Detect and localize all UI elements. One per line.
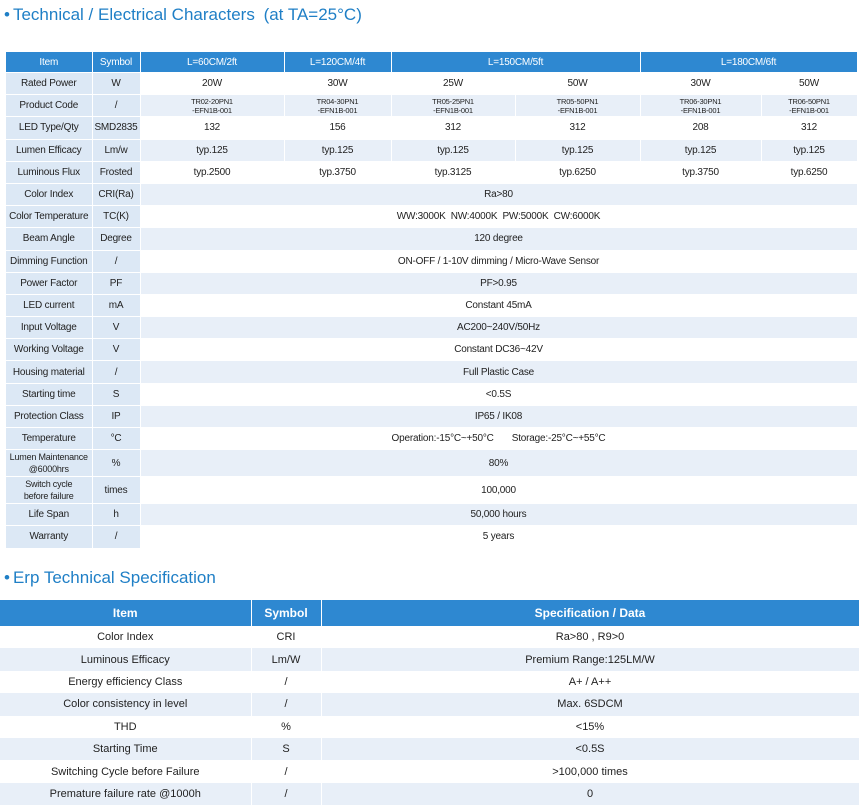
model-value: 312 <box>391 117 515 139</box>
erp-symbol: / <box>251 760 321 782</box>
model-value: typ.125 <box>515 139 640 161</box>
erp-row <box>0 671 859 693</box>
erp-symbol: CRI <box>251 626 321 648</box>
shared-value: AC200~240V/50Hz <box>140 317 857 339</box>
product-code-cell <box>140 95 284 117</box>
header-item: Item <box>6 52 92 73</box>
product-code-line: TR02-20PN1 <box>191 96 233 106</box>
product-code-line: -EFN1B-001 <box>789 105 829 115</box>
row-symbol: / <box>92 361 140 383</box>
tech-row <box>6 206 857 228</box>
model-value: typ.125 <box>284 139 391 161</box>
row-symbol: °C <box>92 428 140 450</box>
tech-row <box>6 405 857 427</box>
erp-symbol: % <box>251 716 321 738</box>
model-value: typ.3750 <box>640 161 761 183</box>
model-value: 30W <box>640 73 761 95</box>
shared-value: PF>0.95 <box>140 272 857 294</box>
row-item-label: LED Type/Qty <box>6 117 92 139</box>
tech-row <box>6 117 857 139</box>
tech-row <box>6 139 857 161</box>
model-value: 50W <box>515 73 640 95</box>
model-value: 30W <box>284 73 391 95</box>
model-value: typ.125 <box>391 139 515 161</box>
tech-row <box>6 450 857 477</box>
product-code-line: -EFN1B-001 <box>680 105 721 115</box>
erp-value: >100,000 times <box>321 760 859 782</box>
tech-row <box>6 339 857 361</box>
row-item-label <box>6 477 92 504</box>
erp-row <box>0 716 859 738</box>
row-symbol: CRI(Ra) <box>92 183 140 205</box>
row-item-label: Rated Power <box>6 73 92 95</box>
row-item-label: Color Temperature <box>6 206 92 228</box>
row-item-label: Input Voltage <box>6 317 92 339</box>
row-item-label-line: Lumen Maintenance <box>9 452 88 463</box>
row-symbol: PF <box>92 272 140 294</box>
shared-value: Full Plastic Case <box>140 361 857 383</box>
row-item-label-line: Switch cycle <box>25 479 73 490</box>
model-value: 132 <box>140 117 284 139</box>
model-value: 156 <box>284 117 391 139</box>
tech-row <box>6 428 857 450</box>
erp-item: Premature failure rate @1000h <box>0 783 251 805</box>
tech-row <box>6 183 857 205</box>
erp-section-title: • Erp Technical Specification <box>4 568 216 587</box>
model-value: 312 <box>515 117 640 139</box>
row-symbol: SMD2835 <box>92 117 140 139</box>
tech-row <box>6 526 857 548</box>
header-group-180cm: L=180CM/6ft <box>640 52 857 73</box>
row-symbol: / <box>92 526 140 548</box>
erp-value: Max. 6SDCM <box>321 693 859 715</box>
erp-symbol: / <box>251 693 321 715</box>
shared-value: 120 degree <box>140 228 857 250</box>
row-symbol: TC(K) <box>92 206 140 228</box>
row-item-label: LED current <box>6 294 92 316</box>
row-symbol: IP <box>92 405 140 427</box>
model-value: 20W <box>140 73 284 95</box>
product-code-line: -EFN1B-001 <box>317 105 358 115</box>
row-symbol: times <box>92 477 140 504</box>
model-value: typ.125 <box>640 139 761 161</box>
row-symbol: S <box>92 383 140 405</box>
erp-header-row <box>0 600 859 626</box>
tech-row <box>6 294 857 316</box>
row-item-label: Working Voltage <box>6 339 92 361</box>
row-item-label-line: @6000hrs <box>28 464 69 475</box>
erp-item: Color Index <box>0 626 251 648</box>
erp-row <box>0 648 859 670</box>
shared-value: WW:3000K NW:4000K PW:5000K CW:6000K <box>140 206 857 228</box>
row-symbol: h <box>92 504 140 526</box>
row-item-label: Housing material <box>6 361 92 383</box>
tech-row <box>6 250 857 272</box>
bullet-icon: • <box>4 5 10 24</box>
tech-row <box>6 272 857 294</box>
tech-row <box>6 383 857 405</box>
erp-row <box>0 783 859 805</box>
model-value: typ.125 <box>140 139 284 161</box>
header-group-120cm: L=120CM/4ft <box>284 52 391 73</box>
erp-symbol: / <box>251 783 321 805</box>
header-group-150cm: L=150CM/5ft <box>391 52 640 73</box>
product-code-line: TR06-30PN1 <box>679 96 722 106</box>
erp-item: Luminous Efficacy <box>0 648 251 670</box>
tech-row <box>6 228 857 250</box>
row-item-label: Product Code <box>6 95 92 117</box>
erp-header-symbol: Symbol <box>251 600 321 626</box>
row-item-label: Starting time <box>6 383 92 405</box>
row-symbol: % <box>92 450 140 477</box>
tech-section-title: • Technical / Electrical Characters (at TA=25°C) <box>4 5 362 24</box>
product-code-line: TR04-30PN1 <box>316 96 359 106</box>
row-item-label: Temperature <box>6 428 92 450</box>
shared-value: Constant DC36~42V <box>140 339 857 361</box>
model-value: typ.125 <box>761 139 857 161</box>
tech-row <box>6 504 857 526</box>
shared-value: 80% <box>140 450 857 477</box>
header-symbol: Symbol <box>92 52 140 73</box>
erp-row <box>0 760 859 782</box>
row-symbol: V <box>92 317 140 339</box>
tech-header-row <box>6 52 857 73</box>
erp-item: Energy efficiency Class <box>0 671 251 693</box>
technical-spec-table <box>6 52 858 549</box>
tech-row <box>6 477 857 504</box>
row-item-label: Beam Angle <box>6 228 92 250</box>
shared-value: Ra>80 <box>140 183 857 205</box>
row-symbol: V <box>92 339 140 361</box>
erp-value: Ra>80 , R9>0 <box>321 626 859 648</box>
product-code-line: -EFN1B-001 <box>433 105 473 115</box>
row-item-label: Dimming Function <box>6 250 92 272</box>
erp-row <box>0 626 859 648</box>
row-symbol: mA <box>92 294 140 316</box>
row-item-label: Color Index <box>6 183 92 205</box>
erp-symbol: Lm/W <box>251 648 321 670</box>
product-code-line: TR05-25PN1 <box>432 96 474 106</box>
row-symbol: W <box>92 73 140 95</box>
tech-row <box>6 95 857 117</box>
model-value: typ.2500 <box>140 161 284 183</box>
header-group-60cm: L=60CM/2ft <box>140 52 284 73</box>
tech-row <box>6 73 857 95</box>
erp-spec-table <box>0 600 860 805</box>
row-item-label: Warranty <box>6 526 92 548</box>
tech-title-condition: (at TA=25°C) <box>263 5 362 24</box>
erp-value: <0.5S <box>321 738 859 760</box>
product-code-line: TR06-50PN1 <box>788 96 830 106</box>
product-code-cell <box>640 95 761 117</box>
model-value: typ.6250 <box>761 161 857 183</box>
row-item-label: Life Span <box>6 504 92 526</box>
tech-row <box>6 361 857 383</box>
shared-value: ON-OFF / 1-10V dimming / Micro-Wave Sensor <box>140 250 857 272</box>
row-item-label <box>6 450 92 477</box>
model-value: 208 <box>640 117 761 139</box>
product-code-line: -EFN1B-001 <box>192 105 232 115</box>
erp-value: 0 <box>321 783 859 805</box>
shared-value: 5 years <box>140 526 857 548</box>
erp-header-item: Item <box>0 600 251 626</box>
shared-value: Constant 45mA <box>140 294 857 316</box>
product-code-line: -EFN1B-001 <box>557 105 598 115</box>
product-code-cell <box>284 95 391 117</box>
row-item-label-line: before failure <box>23 491 74 502</box>
row-symbol: Lm/w <box>92 139 140 161</box>
model-value: 312 <box>761 117 857 139</box>
row-symbol: Degree <box>92 228 140 250</box>
erp-item: Starting Time <box>0 738 251 760</box>
erp-item: THD <box>0 716 251 738</box>
shared-value: 100,000 <box>140 477 857 504</box>
row-item-label: Lumen Efficacy <box>6 139 92 161</box>
erp-item: Color consistency in level <box>0 693 251 715</box>
row-symbol: / <box>92 250 140 272</box>
model-value: typ.3750 <box>284 161 391 183</box>
erp-value: A+ / A++ <box>321 671 859 693</box>
row-symbol: / <box>92 95 140 117</box>
shared-value: 50,000 hours <box>140 504 857 526</box>
tech-row <box>6 161 857 183</box>
model-value: 50W <box>761 73 857 95</box>
product-code-line: TR05-50PN1 <box>556 96 599 106</box>
product-code-cell <box>761 95 857 117</box>
tech-row <box>6 317 857 339</box>
erp-symbol: / <box>251 671 321 693</box>
row-item-label: Power Factor <box>6 272 92 294</box>
row-item-label: Luminous Flux <box>6 161 92 183</box>
row-symbol: Frosted <box>92 161 140 183</box>
product-code-cell <box>391 95 515 117</box>
model-value: typ.6250 <box>515 161 640 183</box>
row-item-label: Protection Class <box>6 405 92 427</box>
erp-row <box>0 738 859 760</box>
shared-value: <0.5S <box>140 383 857 405</box>
erp-item: Switching Cycle before Failure <box>0 760 251 782</box>
shared-value: Operation:-15°C~+50°C Storage:-25°C~+55°C <box>140 428 857 450</box>
erp-value: Premium Range:125LM/W <box>321 648 859 670</box>
model-value: 25W <box>391 73 515 95</box>
erp-row <box>0 693 859 715</box>
bullet-icon: • <box>4 568 10 587</box>
erp-symbol: S <box>251 738 321 760</box>
erp-header-spec: Specification / Data <box>321 600 859 626</box>
product-code-cell <box>515 95 640 117</box>
shared-value: IP65 / IK08 <box>140 405 857 427</box>
erp-value: <15% <box>321 716 859 738</box>
model-value: typ.3125 <box>391 161 515 183</box>
